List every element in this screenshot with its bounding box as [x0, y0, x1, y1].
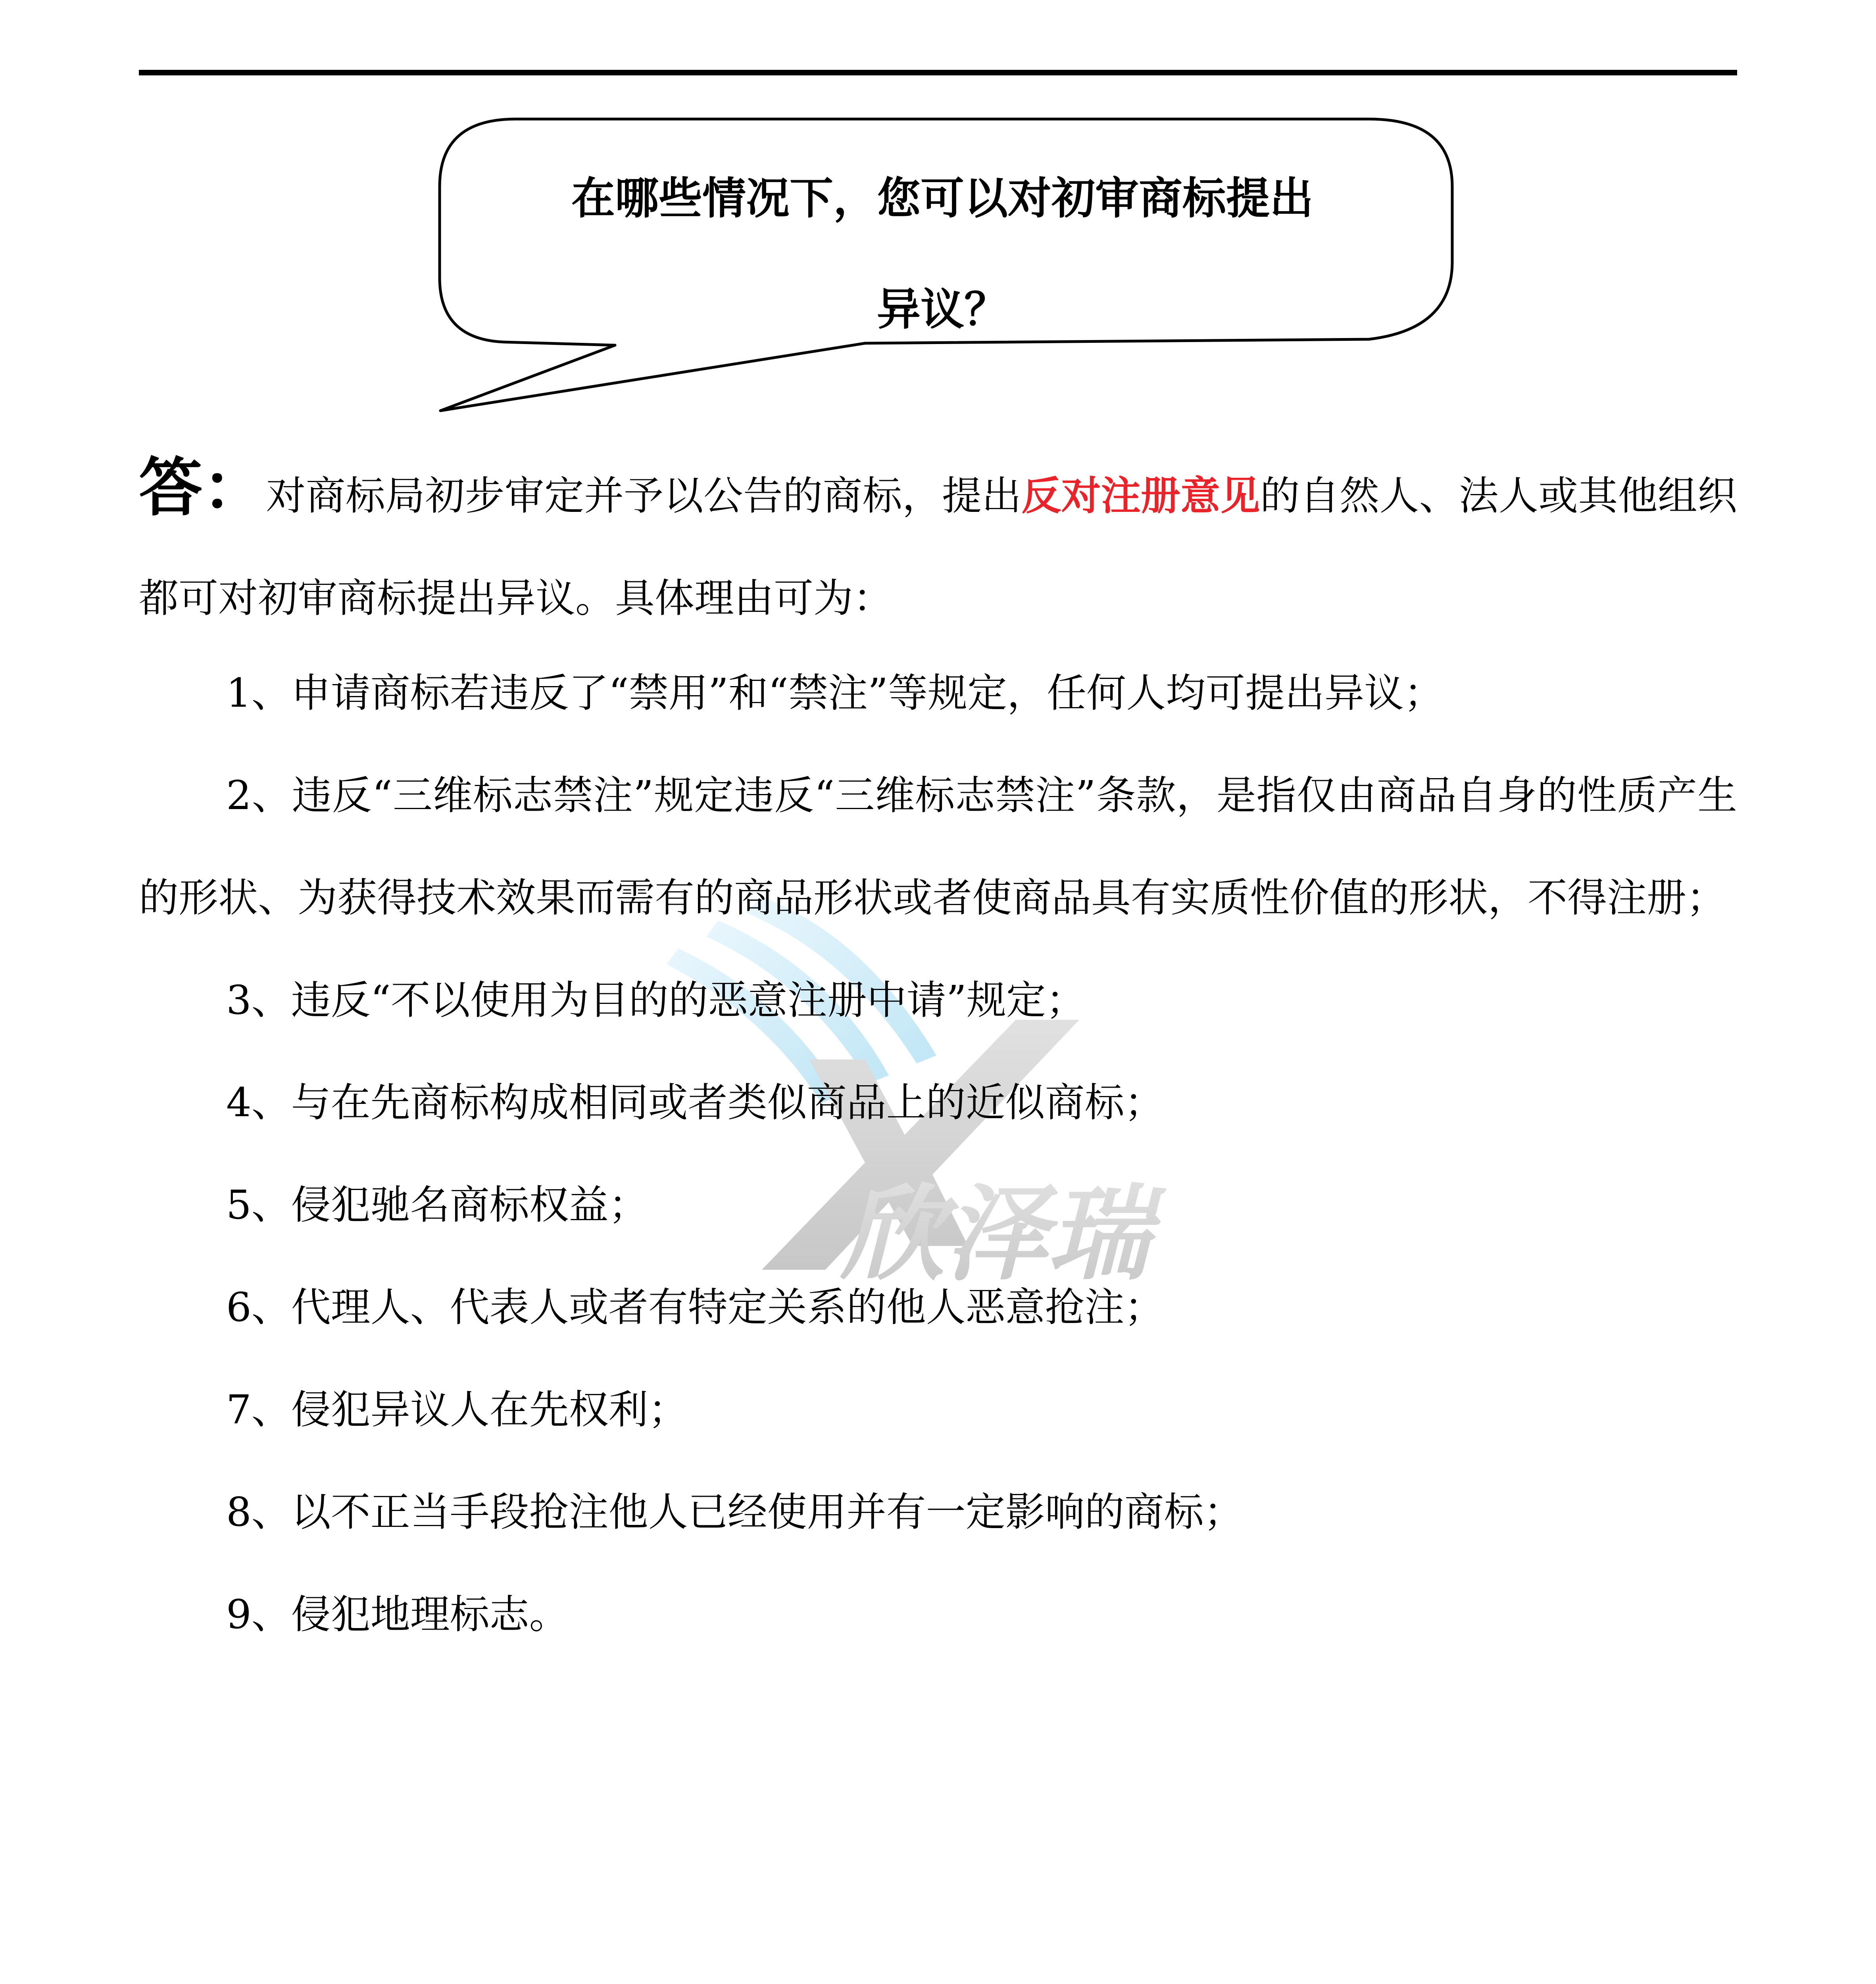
answer-text-before: 对商标局初步审定并予以公告的商标，提出	[266, 473, 1022, 519]
list-item: 2、违反“三维标志禁注”规定违反“三维标志禁注”条款，是指仅由商品自身的性质产生的形状、为获得技术效果而需有的商品形状或者使商品具有实质性价值的形状，不得注册；	[139, 772, 1737, 921]
question-heading	[476, 143, 1409, 365]
question-line-1: 在哪些情况下，您可以对初审商标提出	[571, 173, 1313, 224]
list-item: 8、以不正当手段抢注他人已经使用并有一定影响的商标；	[226, 1489, 1244, 1535]
reason-list	[139, 642, 1737, 1666]
list-item: 5、侵犯驰名商标权益；	[226, 1182, 648, 1228]
answer-highlight: 反对注册意见	[1021, 473, 1260, 519]
list-item: 4、与在先商标构成相同或者类似商品上的近似商标；	[226, 1079, 1164, 1126]
question-line-2: 异议？	[877, 284, 1008, 335]
answer-paragraph	[139, 436, 1737, 650]
answer-label: 答：	[139, 450, 266, 525]
list-item: 1、申请商标若违反了“禁用”和“禁注”等规定，任何人均可提出异议；	[226, 670, 1444, 716]
answer-text-after: 的自然人、法人或其他组织都可对初审商标提出异议。具体理由可为：	[139, 473, 1737, 621]
list-item: 6、代理人、代表人或者有特定关系的他人恶意抢注；	[226, 1284, 1164, 1330]
watermark-brand-text: 欣泽瑞	[841, 1175, 1151, 1294]
list-item: 3、违反“不以使用为目的的恶意注册中请”规定；	[226, 977, 1086, 1023]
list-item: 9、侵犯地理标志。	[226, 1591, 569, 1638]
list-item: 7、侵犯异议人在先权利；	[226, 1386, 688, 1433]
